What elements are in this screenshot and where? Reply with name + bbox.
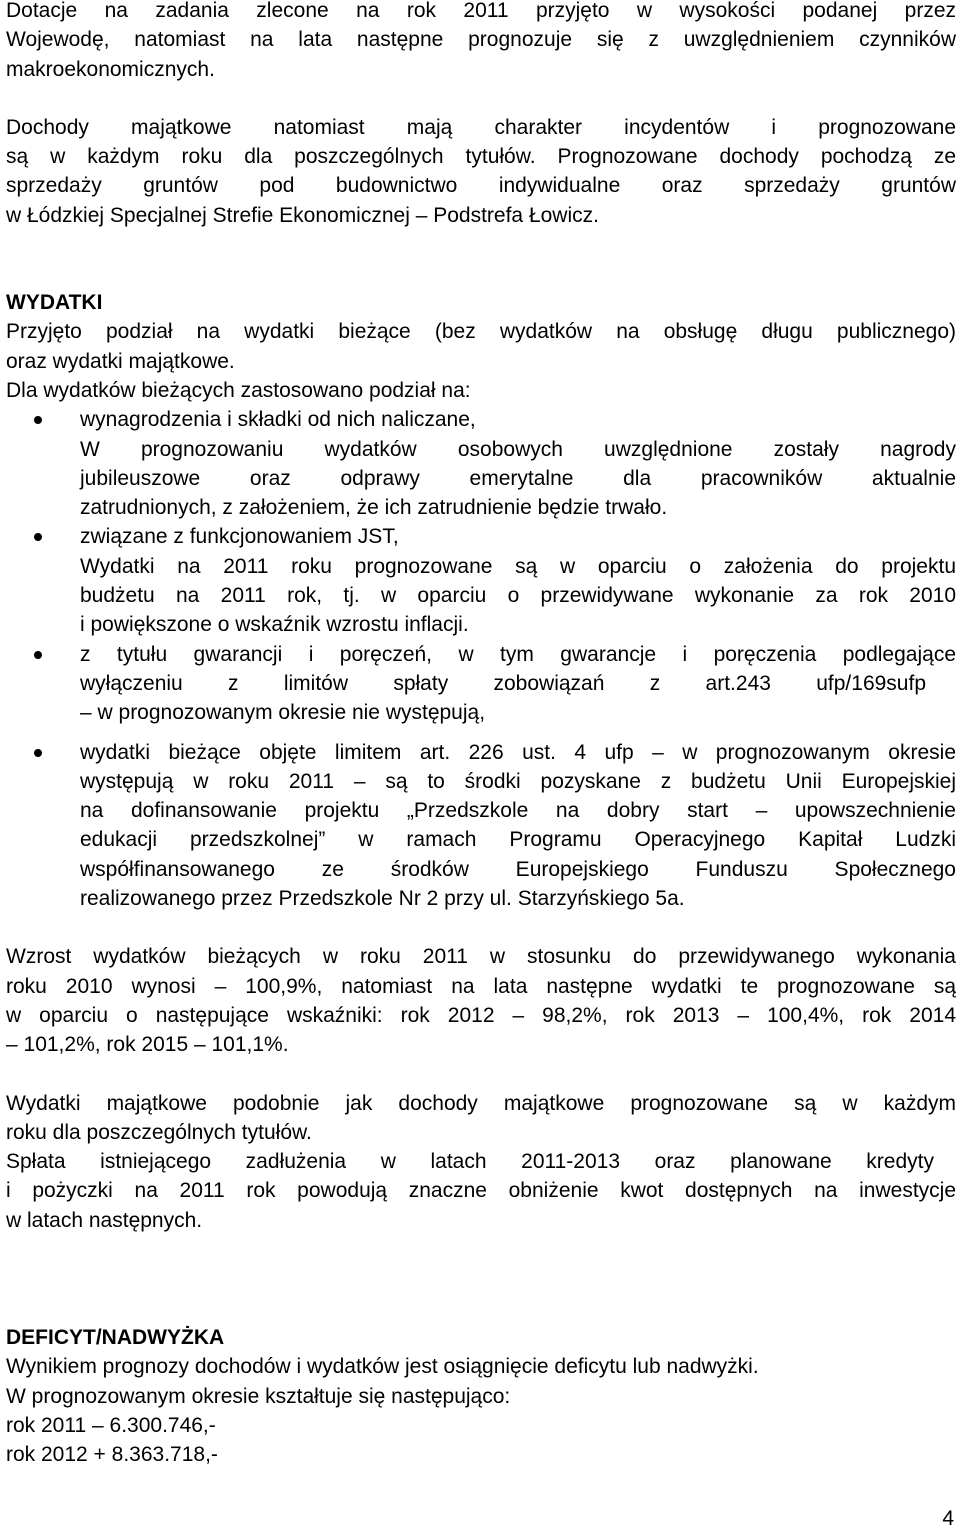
text-line: W prognozowanym okresie kształtuje się następująco: [6, 1384, 511, 1408]
text-line: Spłata istniejącego zadłużenia w latach 2011-2013 oraz planowane kredyty [6, 1150, 934, 1174]
section-heading-deficyt: DEFICYT/NADWYŻKA [6, 1325, 225, 1349]
text-line: występują w roku 2011 – są to środki pozyskane z budżetu Unii Europejskiej [80, 769, 956, 793]
paragraph-wzrost-wydatkow [6, 942, 956, 1059]
text-line: na dofinansowanie projektu „Przedszkole na dobry start – upowszechnienie [80, 799, 956, 823]
bullet-icon [34, 651, 42, 659]
paragraph-deficyt [6, 1352, 956, 1469]
text-line: wydatki bieżące objęte limitem art. 226 ust. 4 ufp – w prognozowanym okresie [80, 740, 956, 764]
text-line: z tytułu gwarancji i poręczeń, w tym gwarancje i poręczenia podlegające [80, 642, 956, 666]
section-heading-wydatki: WYDATKI [6, 291, 103, 315]
text-line: współfinansowanego ze środków Europejskiego Funduszu Społecznego [80, 857, 956, 881]
text-line: Wojewodę, natomiast na lata następne prognozuje się z uwzględnieniem czynników [6, 28, 956, 52]
text-line: związane z funkcjonowaniem JST, [80, 525, 399, 549]
text-line: realizowanego przez Przedszkole Nr 2 przy ul. Starzyńskiego 5a. [80, 887, 685, 911]
text-line: zatrudnionych, z założeniem, że ich zatrudnienie będzie trwało. [80, 496, 668, 520]
text-line: Dochody majątkowe natomiast mają charakter incydentów i prognozowane [6, 115, 956, 139]
bullet-list [6, 405, 956, 913]
text-line: edukacji przedszkolnej” w ramach Programu Operacyjnego Kapitał Ludzki [80, 828, 956, 852]
paragraph-podzial [6, 317, 956, 376]
text-line: Wzrost wydatków bieżących w roku 2011 w stosunku do przewidywanego wykonania [6, 945, 956, 969]
list-item [6, 640, 956, 728]
text-line: i pożyczki na 2011 rok powodują znaczne obniżenie kwot dostępnych na inwestycje [6, 1179, 956, 1203]
paragraph-dochody-majatkowe [6, 113, 956, 230]
text-line: Wynikiem prognozy dochodów i wydatków jest osiągnięcie deficytu lub nadwyżki. [6, 1355, 759, 1379]
text-line: wynagrodzenia i składki od nich naliczane, [80, 408, 476, 432]
text-line: Wydatki na 2011 roku prognozowane są w oparciu o założenia do projektu [80, 554, 956, 578]
paragraph-splata-zadluzenia [6, 1147, 956, 1235]
text-line: rok 2011 – 6.300.746,- [6, 1413, 216, 1437]
text-line: w oparciu o następujące wskaźniki: rok 2012 – 98,2%, rok 2013 – 100,4%, rok 2014 [6, 1003, 956, 1027]
paragraph-wydatki-majatkowe [6, 1089, 956, 1148]
text-line: Wydatki majątkowe podobnie jak dochody majątkowe prognozowane są w każdym [6, 1091, 956, 1115]
text-line: Przyjęto podział na wydatki bieżące (bez wydatków na obsługę długu publicznego) [6, 320, 956, 344]
text-line: oraz wydatki majątkowe. [6, 349, 235, 373]
text-line: roku dla poszczególnych tytułów. [6, 1120, 312, 1144]
text-line: w latach następnych. [6, 1208, 203, 1232]
text-line: roku 2010 wynosi – 100,9%, natomiast na lata następne wydatki te prognozowane są [6, 974, 956, 998]
paragraph-dotacje [6, 0, 956, 84]
text-line: sprzedaży gruntów pod budownictwo indywidualne oraz sprzedaży gruntów [6, 174, 956, 198]
bullet-icon [34, 416, 42, 424]
bullet-list-intro: Dla wydatków bieżących zastosowano podział na: [6, 378, 471, 402]
list-item [6, 738, 956, 914]
page-number: 4 [942, 1506, 954, 1530]
text-line: jubileuszowe oraz odprawy emerytalne dla pracowników aktualnie [80, 466, 956, 490]
bullet-icon [34, 533, 42, 541]
bullet-icon [34, 749, 42, 757]
list-item [6, 522, 956, 639]
text-line: – 101,2%, rok 2015 – 101,1%. [6, 1033, 289, 1057]
text-line: i powiększone o wskaźnik wzrostu inflacji. [80, 613, 469, 637]
text-line: są w każdym roku dla poszczególnych tytułów. Prognozowane dochody pochodzą ze [6, 145, 956, 169]
text-line: rok 2012 + 8.363.718,- [6, 1443, 218, 1467]
text-line: – w prognozowanym okresie nie występują, [80, 701, 486, 725]
text-line: W prognozowaniu wydatków osobowych uwzględnione zostały nagrody [80, 437, 956, 461]
text-line: makroekonomicznych. [6, 57, 215, 81]
list-item [6, 405, 956, 522]
text-line: budżetu na 2011 rok, tj. w oparciu o przewidywane wykonanie za rok 2010 [80, 584, 956, 608]
text-line: wyłączeniu z limitów spłaty zobowiązań z art.243 ufp/169sufp [80, 671, 926, 695]
text-line: w Łódzkiej Specjalnej Strefie Ekonomicznej – Podstrefa Łowicz. [6, 203, 599, 227]
text-line: Dotacje na zadania zlecone na rok 2011 przyjęto w wysokości podanej przez [6, 0, 956, 22]
document-page [6, 0, 956, 1469]
